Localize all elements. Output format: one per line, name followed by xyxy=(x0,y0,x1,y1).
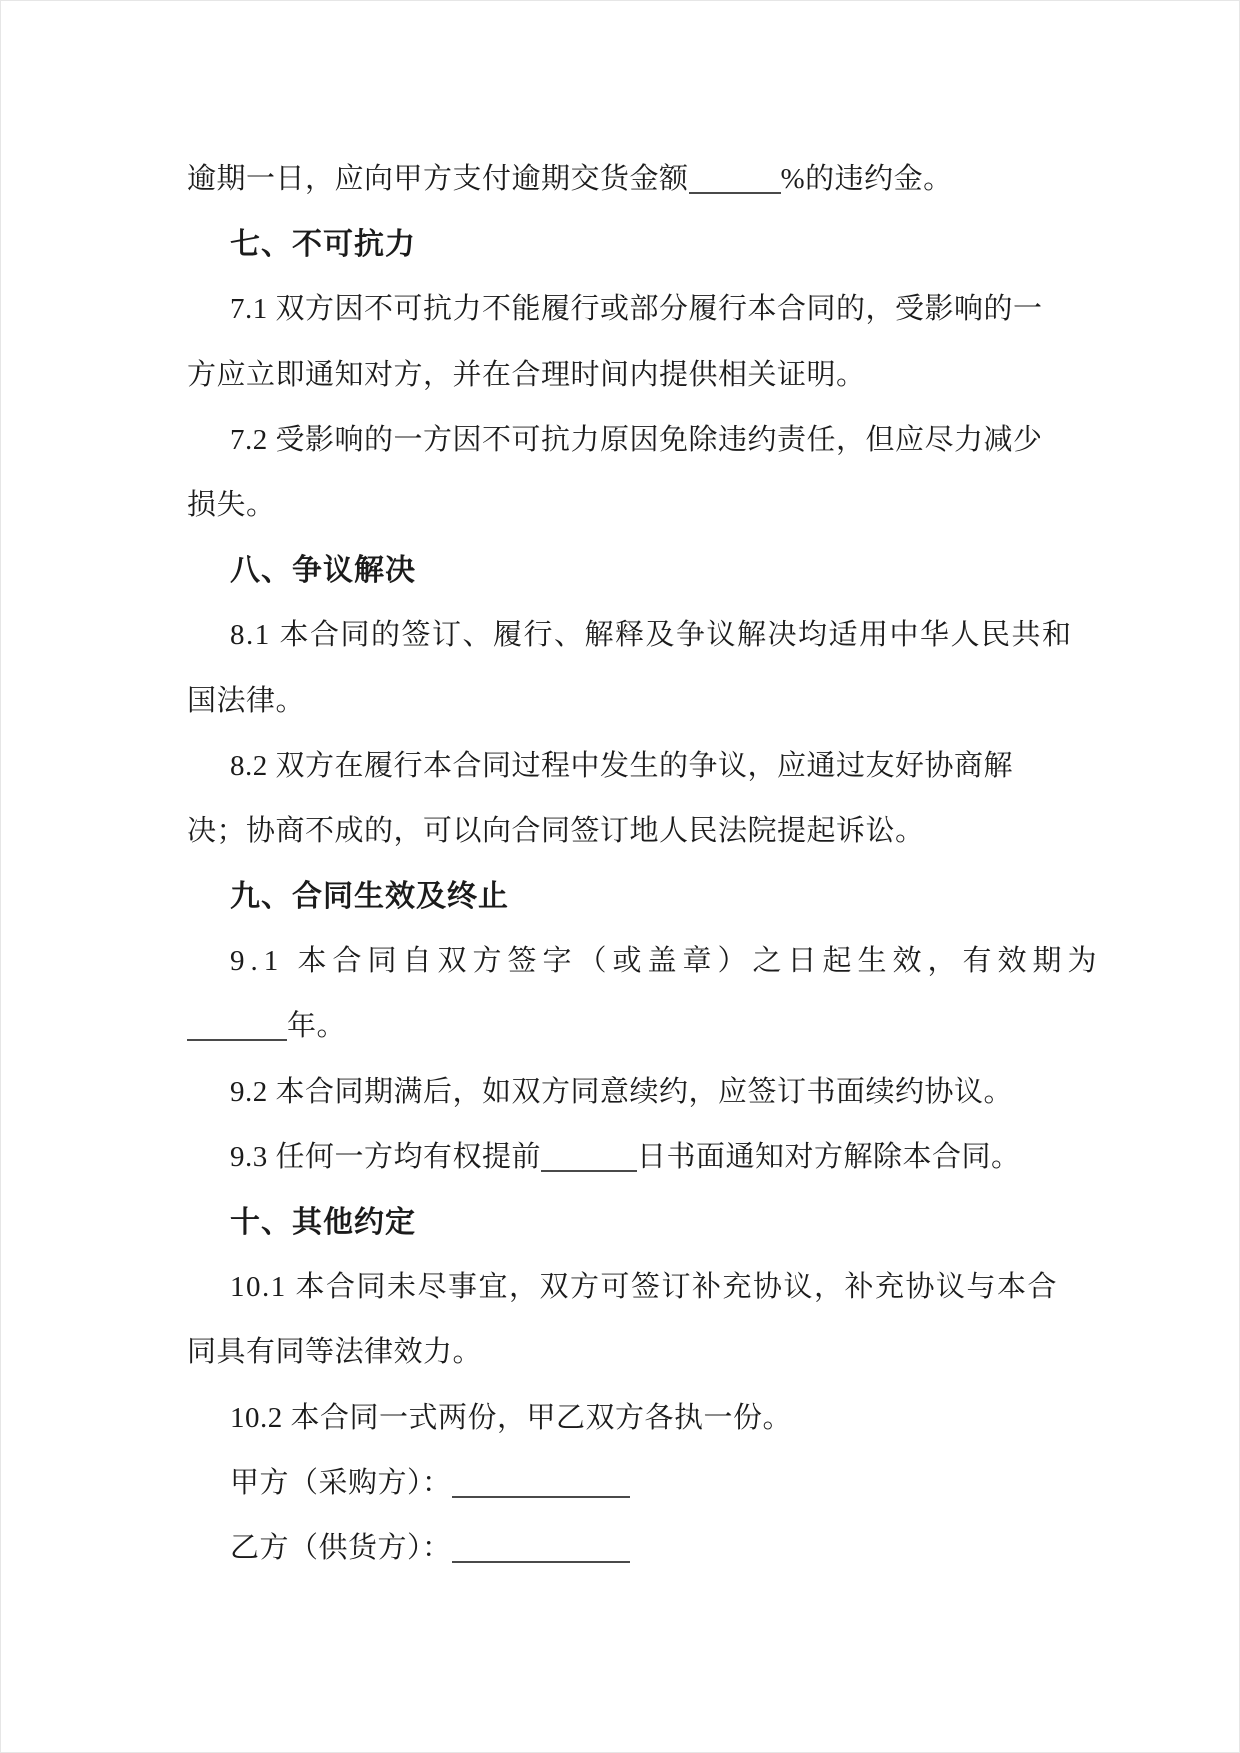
document-body xyxy=(187,147,1103,1581)
paragraph-line xyxy=(187,277,1092,342)
paragraph-line xyxy=(187,929,1103,994)
text-run: 乙方（供货方）： xyxy=(230,1531,452,1564)
text-run: 甲方（采购方）： xyxy=(230,1466,452,1499)
paragraph-line xyxy=(187,669,1092,734)
text-run: 十、其他约定 xyxy=(230,1206,416,1239)
section-heading xyxy=(187,212,1092,277)
paragraph-line xyxy=(187,343,1092,408)
text-run: 七、不可抗力 xyxy=(230,228,416,262)
paragraph-line xyxy=(187,147,1092,212)
text-run: 9.1 本合同自双方签字（或盖章）之日起生效，有效期为 xyxy=(230,945,1103,978)
paragraph-line xyxy=(187,1516,1092,1581)
text-run: 八、争议解决 xyxy=(230,554,416,588)
text-run: %的违约金。 xyxy=(780,163,953,195)
paragraph-line xyxy=(187,603,1092,668)
paragraph-line xyxy=(187,1320,1092,1385)
paragraph-line xyxy=(187,1386,1092,1451)
paragraph-line xyxy=(187,1125,1092,1190)
paragraph-line xyxy=(187,408,1092,473)
paragraph-line xyxy=(187,1060,1092,1125)
text-run: 10.1 本合同未尽事宜，双方可签订补充协议，补充协议与本合 xyxy=(230,1271,1059,1304)
text-run: 同具有同等法律效力。 xyxy=(187,1336,483,1369)
text-run: 9.2 本合同期满后，如双方同意续约，应签订书面续约协议。 xyxy=(230,1075,1014,1108)
text-run: 逾期一日，应向甲方支付逾期交货金额 xyxy=(187,163,689,195)
section-heading xyxy=(187,1190,1092,1255)
text-run: 年。 xyxy=(287,1010,347,1043)
paragraph-line xyxy=(187,734,1092,799)
section-heading xyxy=(187,538,1092,603)
text-run: 7.2 受影响的一方因不可抗力原因免除违约责任，但应尽力减少 xyxy=(230,423,1043,456)
blank-underline-field xyxy=(187,1019,287,1041)
text-run: 8.1 本合同的签订、履行、解释及争议解决均适用中华人民共和 xyxy=(230,619,1073,652)
text-run: 9.3 任何一方均有权提前 xyxy=(230,1140,542,1173)
text-run: 损失。 xyxy=(187,488,276,521)
text-run: 7.1 双方因不可抗力不能履行或部分履行本合同的，受影响的一 xyxy=(230,293,1043,326)
paragraph-line xyxy=(187,1451,1092,1516)
blank-underline-field xyxy=(689,172,781,194)
paragraph-line xyxy=(187,1255,1092,1320)
section-heading xyxy=(187,864,1092,929)
text-run: 10.2 本合同一式两份，甲乙双方各执一份。 xyxy=(230,1401,793,1434)
text-run: 九、合同生效及终止 xyxy=(230,880,509,914)
text-run: 8.2 双方在履行本合同过程中发生的争议，应通过友好协商解 xyxy=(230,749,1014,782)
text-run: 决；协商不成的，可以向合同签订地人民法院提起诉讼。 xyxy=(187,814,925,847)
paragraph-line xyxy=(187,994,1092,1059)
blank-underline-field xyxy=(452,1476,630,1498)
blank-underline-field xyxy=(541,1150,637,1172)
paragraph-line xyxy=(187,799,1092,864)
text-run: 日书面通知对方解除本合同。 xyxy=(637,1140,1021,1173)
text-run: 国法律。 xyxy=(187,684,306,717)
blank-underline-field xyxy=(452,1541,630,1563)
text-run: 方应立即通知对方，并在合理时间内提供相关证明。 xyxy=(187,358,866,391)
paragraph-line xyxy=(187,473,1092,538)
